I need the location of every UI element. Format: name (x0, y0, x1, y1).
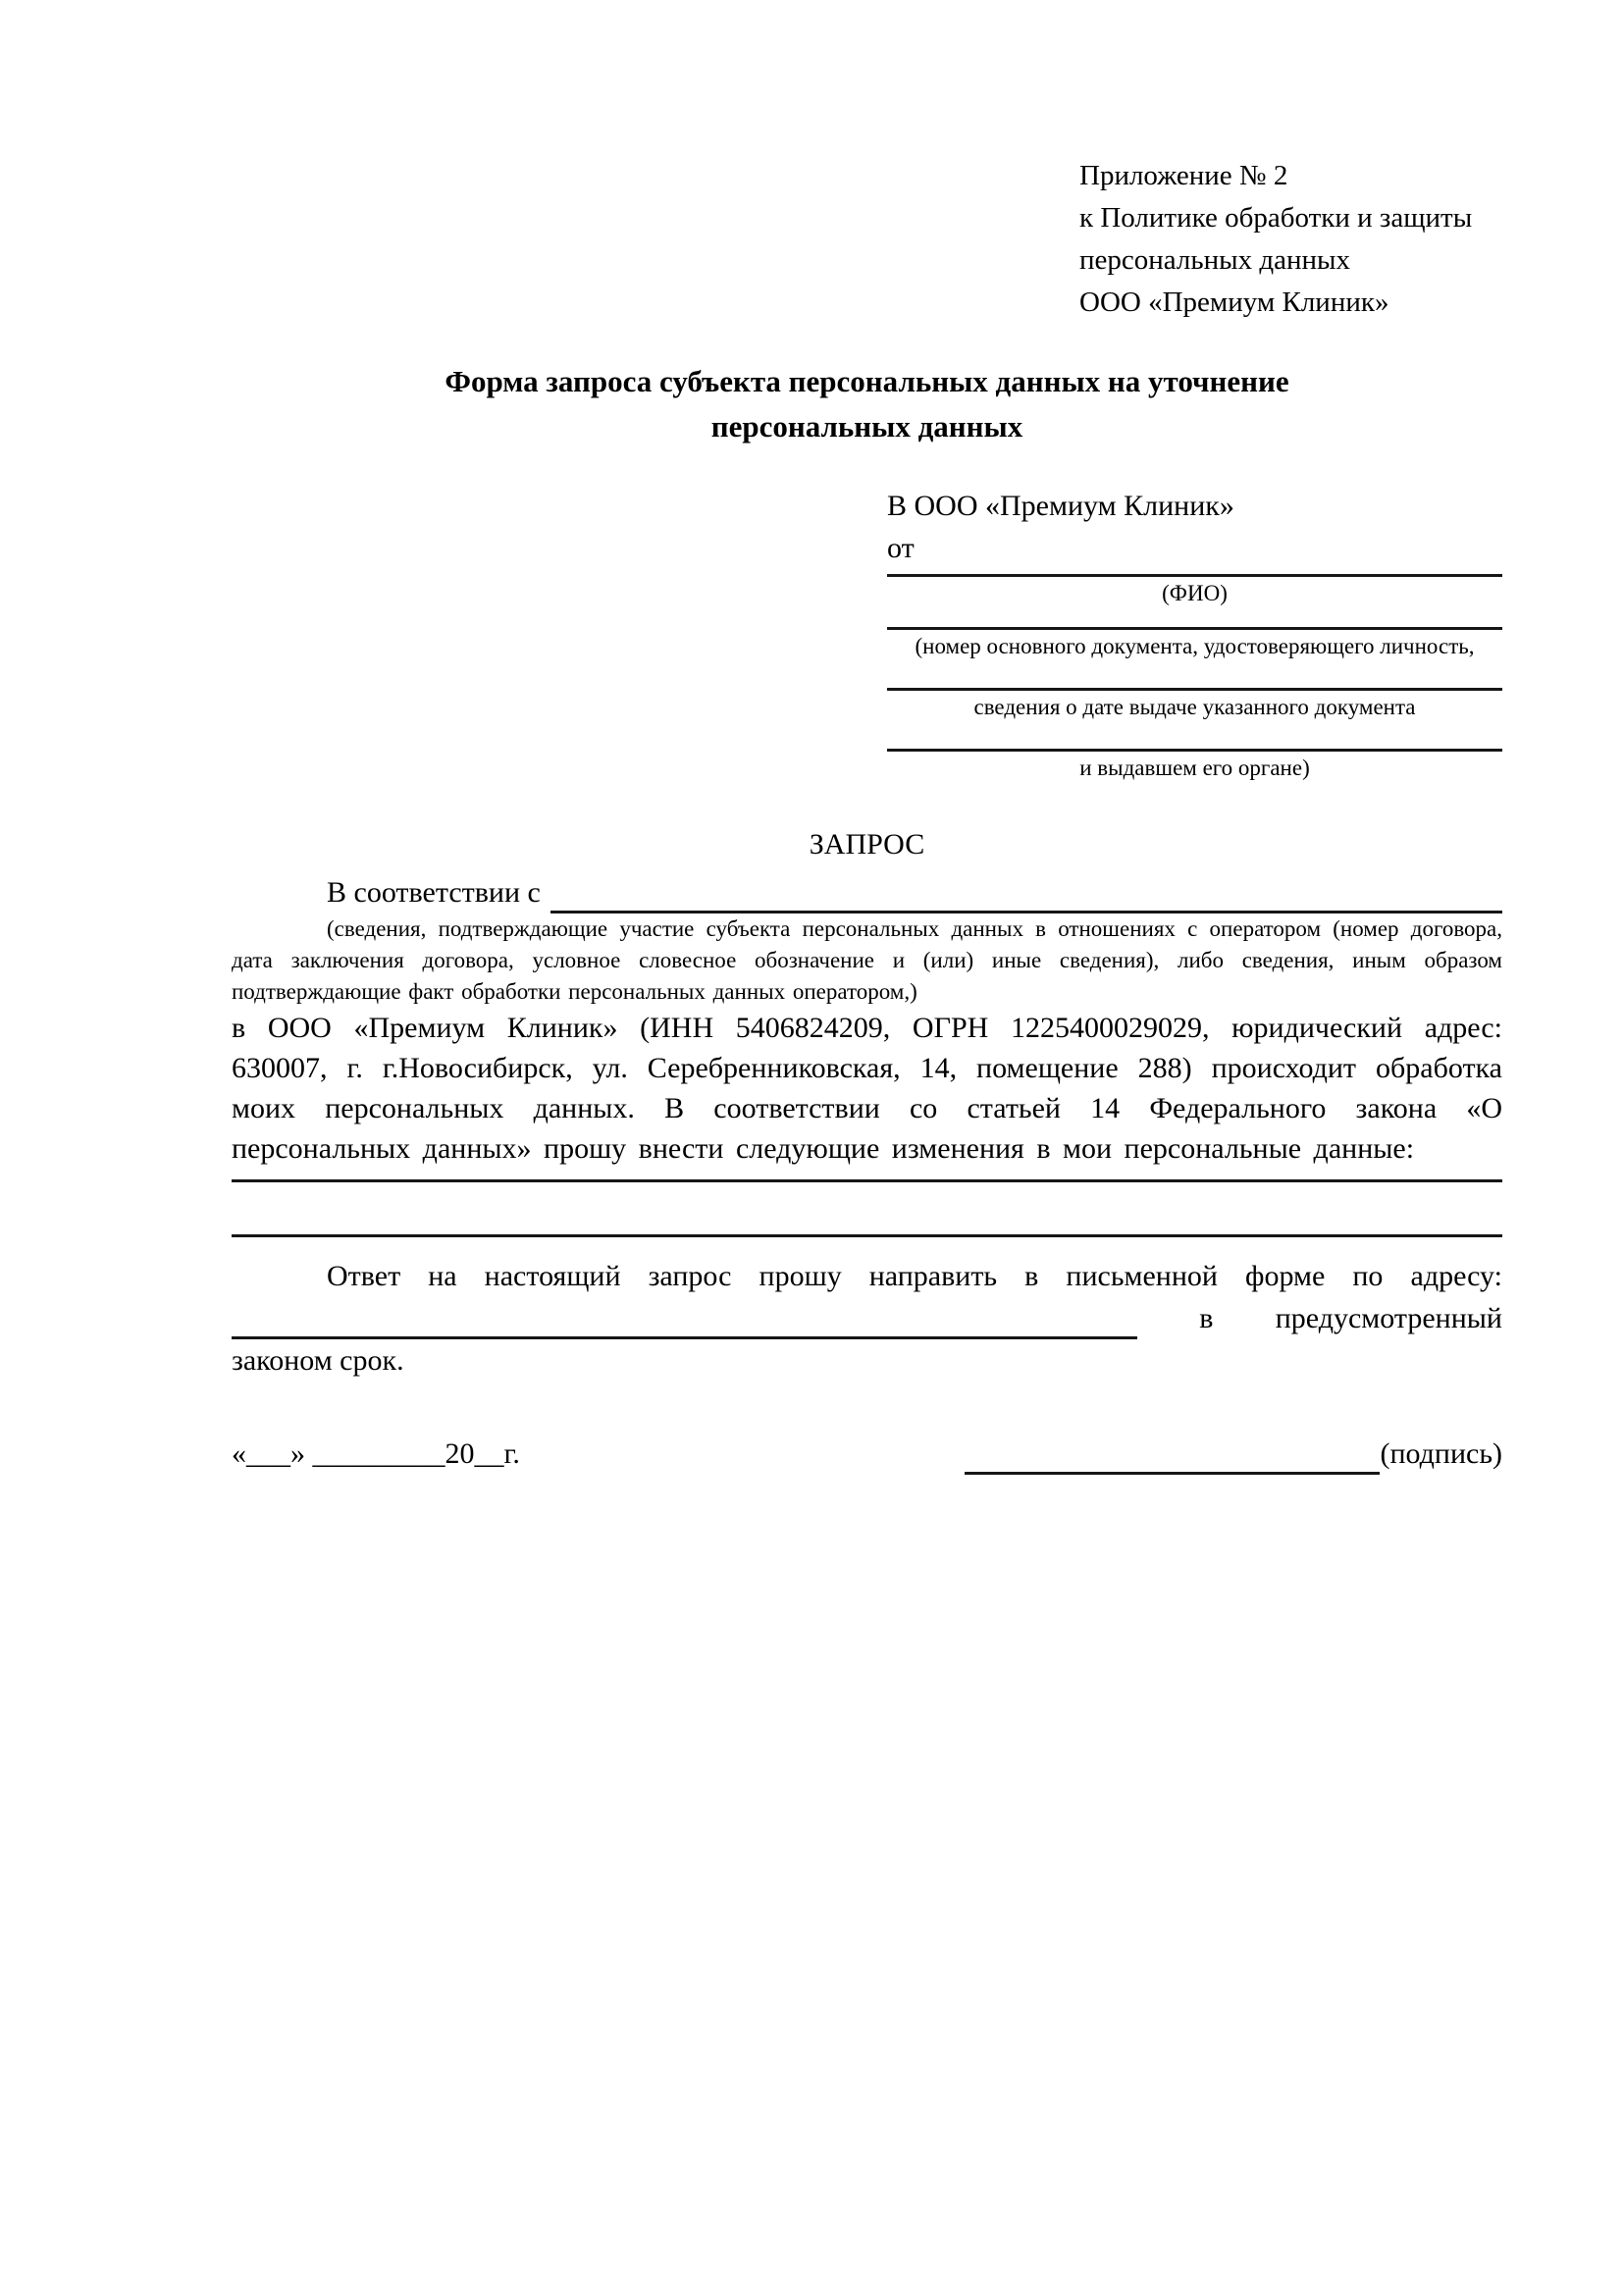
reply-paragraph-line-1: Ответ на настоящий запрос прошу направить в письменной форме по адресу: (327, 1260, 1502, 1292)
addressee-from-label: от (887, 532, 915, 564)
request-body-paragraph: в ООО «Премиум Клиник» (ИНН 5406824209, ОГРН 1225400029029, юридический адрес: 630007, г. г.Новосибирск, ул. Серебренниковская, 14, помещение 288) происходит обработка моих персональных данных. В соответствии со статьей 14 Федерального закона «О персональных данных» прошу внести следующие изменения в мои персональные данные: (232, 1012, 1502, 1165)
addressee-block (887, 485, 1502, 781)
signature-caption: (подпись) (1380, 1437, 1502, 1470)
reply-word-v: в (1199, 1302, 1214, 1334)
fio-caption: (ФИО) (1162, 581, 1228, 605)
fio-blank-line (887, 569, 1502, 577)
date-blank-text: «___» _________20__г. (232, 1437, 520, 1470)
addressee-organization: В ООО «Премиум Клиник» (887, 490, 1234, 522)
document-title (232, 359, 1502, 449)
changes-blank-line-2 (232, 1182, 1502, 1237)
document-title-line-2: персональных данных (710, 409, 1023, 444)
annex-block (1079, 155, 1502, 324)
basis-caption: (сведения, подтверждающие участие субъекта персональных данных в отношениях с оператором (номер договора, дата заключения договора, условное словесное обозначение и (или) иные сведения), либо сведения, иным образом подтверждающие факт обработки персональных данных оператором,) (232, 916, 1502, 1004)
reply-paragraph-line-3: законом срок. (232, 1344, 404, 1377)
annex-line-3: персональных данных (1079, 244, 1351, 276)
changes-blank-line-1 (232, 1169, 1502, 1182)
basis-line (232, 871, 1502, 913)
annex-line-1: Приложение № 2 (1079, 160, 1288, 191)
reply-word-predusmotrennyj: предусмотренный (1275, 1302, 1502, 1334)
address-blank-line (232, 1297, 1137, 1339)
date-signature-row (232, 1433, 1502, 1475)
reply-paragraph-line-2 (232, 1297, 1502, 1339)
doc-issuer-blank-line (887, 720, 1502, 752)
doc-issue-date-blank-line (887, 659, 1502, 691)
request-heading: ЗАПРОС (809, 828, 925, 861)
basis-lead-in-text: В соответствии с (327, 876, 541, 909)
annex-line-2: к Политике обработки и защиты (1079, 202, 1473, 234)
doc-issuer-caption: и выдавшем его органе) (1079, 756, 1310, 780)
signature-area (965, 1433, 1502, 1475)
document-content (232, 0, 1502, 1475)
doc-number-blank-line (887, 606, 1502, 630)
doc-number-caption: (номер основного документа, удостоверяющего личность, (915, 634, 1475, 658)
basis-blank-line (550, 871, 1502, 913)
annex-line-4: ООО «Премиум Клиник» (1079, 287, 1389, 318)
signature-blank-line (965, 1433, 1380, 1475)
doc-issue-date-caption: сведения о дате выдаче указанного документа (973, 695, 1416, 719)
document-title-line-1: Форма запроса субъекта персональных данных на уточнение (445, 364, 1289, 398)
